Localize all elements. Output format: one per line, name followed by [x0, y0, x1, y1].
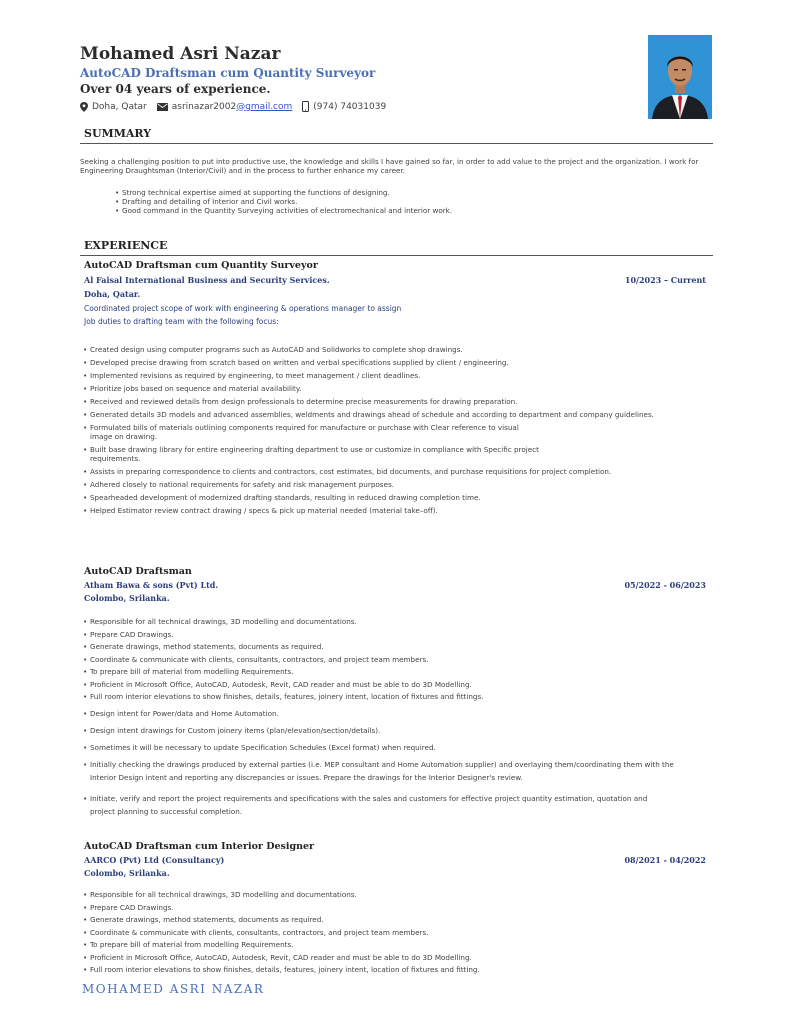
list-item: • Generate drawings, method statements, documents as required. [90, 642, 680, 651]
list-item: • Full room interior elevations to show finishes, details, features, joinery intent, location of fixtures and fittings. [90, 692, 680, 701]
phone-icon [302, 101, 309, 112]
list-item: • Received and reviewed details from design professionals to determine precise measurements for drawing preparation. [90, 397, 720, 406]
summary-text: Seeking a challenging position to put into productive use, the knowledge and skills I have gained so far, in order to add value to the project and the organization. I work for Engineering Draughtsman (Interior/Civil) and in the process to further enhance my career. [80, 157, 699, 175]
job-title: AutoCAD Draftsman [84, 566, 192, 577]
profile-photo [648, 35, 712, 119]
list-item: • Developed precise drawing from scratch based on written and verbal specifications supplied by client / engineering. [90, 358, 720, 367]
phone-text: (974) 74031039 [313, 101, 387, 112]
summary-heading: SUMMARY [84, 127, 152, 140]
job-title: AutoCAD Draftsman cum Interior Designer [84, 841, 315, 852]
list-item: • Formulated bills of materials outlining components required for manufacture or purchase with Clear reference to visual image on drawing. [90, 423, 520, 441]
list-item: • Design intent drawings for Custom joinery items (plan/elevation/section/details). [90, 726, 680, 735]
experience-heading: EXPERIENCE [84, 239, 168, 252]
job-bullets [90, 345, 720, 519]
candidate-role: AutoCAD Draftsman cum Quantity Surveyor [80, 66, 376, 80]
list-item: • Assists in preparing correspondence to clients and contractors, cost estimates, bid documents, and purchase requisitions for project completion. [90, 467, 720, 476]
job-company: Atham Bawa & sons (Pvt) Ltd. [84, 580, 219, 590]
list-item: • Coordinate & communicate with clients, consultants, contractors, and project team members. [90, 655, 680, 664]
job-company: Al Faisal International Business and Security Services. [84, 275, 330, 285]
job-location: Colombo, Srilanka. [84, 593, 170, 603]
location-pin-icon [80, 102, 88, 112]
job-bullets [90, 617, 680, 818]
list-item: • Helped Estimator review contract drawing / specs & pick up material needed (material take–off). [90, 506, 720, 515]
list-item: • Initially checking the drawings produced by external parties (i.e. MEP consultant and Home Automation supplier) and overlaying them/coordinating them with the Interior Design intent and reporting any discrepancies or issues. Prepare the drawings for the Interior Designer's review. [90, 758, 680, 784]
job-location: Doha, Qatar. [84, 289, 141, 299]
phone-group [302, 101, 386, 112]
list-item: • Proficient in Microsoft Office, AutoCAD, Autodesk, Revit, CAD reader and must be able to do 3D Modelling. [90, 680, 680, 689]
years-of-experience: Over 04 years of experience. [80, 82, 271, 96]
list-item: • Sometimes it will be necessary to update Specification Schedules (Excel format) when required. [90, 743, 680, 752]
email-prefix: asrinazar2002 [171, 101, 237, 112]
contact-line [80, 101, 396, 112]
list-item: • Strong technical expertise aimed at supporting the functions of designing. [122, 188, 682, 197]
list-item: • Generate drawings, method statements, documents as required. [90, 915, 710, 924]
experience-divider [80, 255, 713, 256]
list-item: • Responsible for all technical drawings, 3D modelling and documentations. [90, 617, 680, 626]
list-item: • Generated details 3D models and advanced assemblies, weldments and drawings ahead of schedule and according to department and company guidelines. [90, 410, 720, 419]
job-description: Coordinated project scope of work with engineering & operations manager to assign [84, 304, 402, 313]
summary-bullets [122, 188, 682, 215]
job-dates: 08/2021 - 04/2022 [624, 855, 706, 865]
job-title: AutoCAD Draftsman cum Quantity Surveyor [84, 260, 318, 271]
summary-divider [80, 143, 713, 144]
envelope-icon [157, 103, 168, 111]
candidate-name: Mohamed Asri Nazar [80, 44, 281, 64]
list-item: • Spearheaded development of modernized drafting standards, resulting in reduced drawing completion time. [90, 493, 720, 502]
job-dates: 10/2023 – Current [624, 275, 706, 285]
list-item: • Design intent for Power/data and Home Automation. [90, 709, 680, 718]
job-bullets [90, 890, 710, 974]
list-item: • Adhered closely to national requirements for safety and risk management purposes. [90, 480, 720, 489]
list-item: • To prepare bill of material from modelling Requirements. [90, 940, 710, 949]
footer-name: MOHAMED ASRI NAZAR [82, 982, 265, 996]
job-company: AARCO (Pvt) Ltd (Consultancy) [84, 855, 225, 865]
list-item: • Coordinate & communicate with clients, consultants, contractors, and project team members. [90, 928, 710, 937]
list-item: • Responsible for all technical drawings, 3D modelling and documentations. [90, 890, 710, 899]
list-item: • Full room interior elevations to show finishes, details, features, joinery intent, location of fixtures and fitting. [90, 965, 710, 974]
list-item: • Implemented revisions as required by engineering, to meet management / client deadlines. [90, 371, 720, 380]
list-item: • Good command in the Quantity Surveying activities of electromechanical and interior work. [122, 206, 682, 215]
list-item: • Built base drawing library for entire engineering drafting department to use or customize in compliance with Specific project requirements. [90, 445, 570, 463]
list-item: • Drafting and detailing of Interior and Civil works. [122, 197, 682, 206]
list-item: • Prepare CAD Drawings. [90, 630, 680, 639]
list-item: • To prepare bill of material from modelling Requirements. [90, 667, 680, 676]
email-link[interactable]: @gmail.com [236, 101, 293, 112]
email-group[interactable] [157, 102, 293, 112]
list-item: • Prioritize jobs based on sequence and material availability. [90, 384, 720, 393]
list-item: • Proficient in Microsoft Office, AutoCAD, Autodesk, Revit, CAD reader and must be able to do 3D Modelling. [90, 953, 710, 962]
list-item: • Initiate, verify and report the project requirements and specifications with the sales and customers for effective project quantity estimation, quotation and project planning to successful completion. [90, 792, 660, 818]
list-item: • Created design using computer programs such as AutoCAD and Solidworks to complete shop drawings. [90, 345, 720, 354]
list-item: • Prepare CAD Drawings. [90, 903, 710, 912]
location-group [80, 102, 147, 112]
job-dates: 05/2022 - 06/2023 [624, 580, 706, 590]
location-text: Doha, Qatar [92, 101, 147, 112]
job-description: Job duties to drafting team with the following focus: [84, 317, 279, 326]
job-location: Colombo, Srilanka. [84, 868, 170, 878]
